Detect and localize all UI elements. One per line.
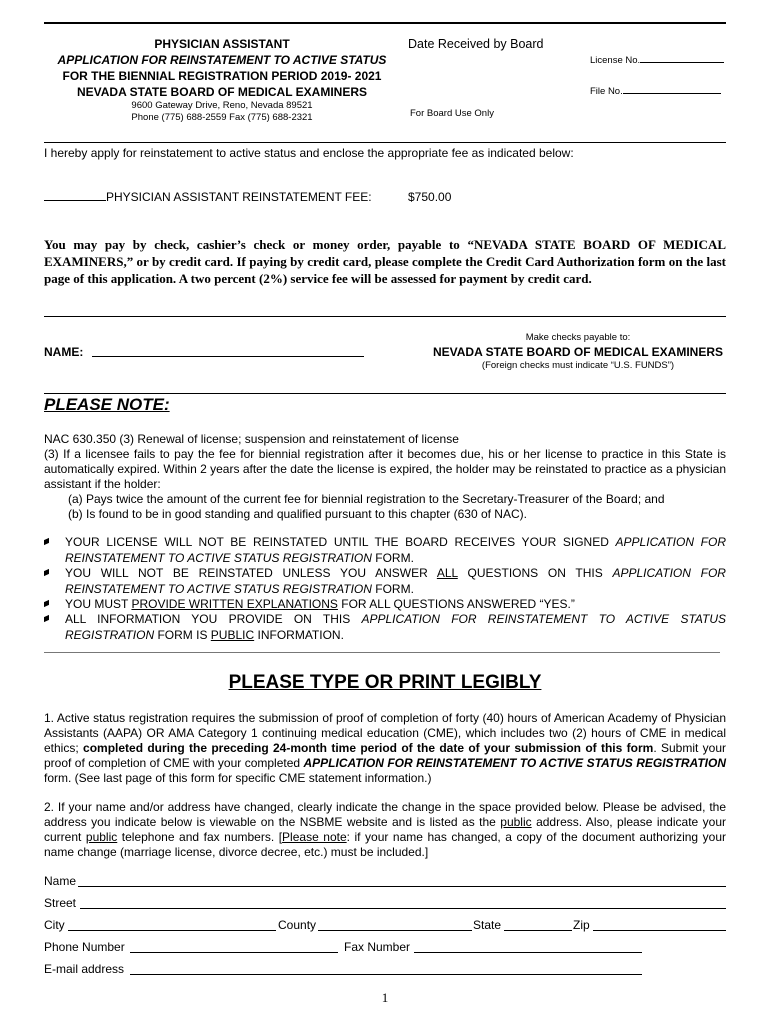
phone-fax-row [44, 940, 726, 956]
board-use-label: For Board Use Only [410, 108, 494, 119]
bullets-rule [44, 652, 720, 653]
foreign-checks-note: (Foreign checks must indicate “U.S. FUNDS”) [481, 360, 675, 371]
city-county-state-zip-row [44, 918, 726, 934]
fee-line [44, 190, 372, 204]
name-rule [44, 393, 726, 394]
bullet-icon [44, 538, 49, 545]
payment-rule [44, 316, 726, 317]
q2-underline-3: Please note [282, 830, 347, 844]
bullet-1-text: YOUR LICENSE WILL NOT BE REINSTATED UNTIL THE BOARD RECEIVES YOUR SIGNED [65, 535, 616, 549]
board-address: 9600 Gateway Drive, Reno, Nevada 89521 [131, 100, 313, 111]
q2-mid-2: telephone and fax numbers. [ [117, 830, 283, 844]
q2-end: : if your name has changed, a copy of the document authorizing your name change (marriage license, divorce decree, etc.) must be included.] [44, 830, 726, 859]
bullet-4-italic: APPLICATION FOR REINSTATEMENT TO ACTIVE STATUS REGISTRATION [65, 612, 726, 642]
license-no-field[interactable] [590, 55, 724, 66]
fee-check-blank[interactable] [44, 200, 106, 201]
bullet-3-text: YOU MUST [65, 597, 132, 611]
notice-bullet-4 [44, 611, 726, 643]
title-line-3: FOR THE BIENNIAL REGISTRATION PERIOD 2019- 2021 [62, 69, 382, 83]
license-no-label: License No. [590, 55, 641, 66]
notice-bullet-3 [44, 596, 726, 612]
question-1 [44, 711, 726, 786]
bullet-2-end: FORM. [371, 582, 414, 596]
notice-bullet-1 [44, 534, 726, 566]
q2-underline-1: public [500, 815, 532, 829]
bullet-1-end: FORM. [371, 551, 414, 565]
name-field[interactable] [44, 874, 726, 890]
question-2 [44, 800, 726, 860]
q2-underline-2: public [85, 830, 118, 844]
email-field-line[interactable] [130, 974, 642, 975]
please-note-heading: PLEASE NOTE: [44, 395, 170, 414]
notice-bullet-2 [44, 565, 726, 597]
name-field-line[interactable] [78, 886, 726, 887]
header-title-block [44, 36, 400, 124]
zip-field-line[interactable] [593, 930, 726, 931]
page-number: 1 [381, 990, 389, 1005]
top-rule [44, 22, 726, 24]
state-field-label: State [473, 918, 502, 932]
fax-field-line[interactable] [414, 952, 642, 953]
state-field-line[interactable] [504, 930, 572, 931]
bullet-2-text: YOU WILL NOT BE REINSTATED UNLESS YOU ANSWER [65, 566, 437, 580]
street-field-line[interactable] [80, 908, 726, 909]
print-legibly-heading: PLEASE TYPE OR PRINT LEGIBLY [228, 672, 542, 693]
bullet-4-end: INFORMATION. [254, 628, 344, 642]
street-field-label: Street [44, 896, 77, 910]
bullet-icon [44, 615, 49, 622]
bullet-3-end: FOR ALL QUESTIONS ANSWERED “YES.” [337, 597, 575, 611]
file-no-field[interactable] [590, 86, 721, 97]
bullet-2-mid: QUESTIONS ON THIS [457, 566, 613, 580]
bullet-icon [44, 600, 49, 607]
fax-field-label: Fax Number [344, 940, 411, 954]
nac-item-b: (b) Is found to be in good standing and qualified pursuant to this chapter (630 of NAC). [68, 507, 527, 521]
license-no-line [640, 62, 724, 63]
bullet-1-italic: APPLICATION FOR REINSTATEMENT TO ACTIVE STATUS REGISTRATION [65, 535, 726, 565]
title-line-1: PHYSICIAN ASSISTANT [154, 37, 290, 51]
q1-end: form. (See last page of this form for specific CME statement information.) [44, 771, 432, 785]
nac-paragraph: (3) If a licensee fails to pay the fee for biennial registration after it becomes due, his or her license to practice in this State is automatically expired. Within 2 years after the date the license is expired, the holder may be reinstated to practice as a physician assistant if the holder: [44, 447, 726, 491]
q1-bold-italic: APPLICATION FOR REINSTATEMENT TO ACTIVE STATUS REGISTRATION [303, 756, 726, 770]
q2-mid-1: address. Also, please indicate your current [44, 815, 726, 844]
city-field-label: City [44, 918, 65, 932]
file-no-label: File No. [590, 86, 623, 97]
q2-text: 2. If your name and/or address have changed, clearly indicate the change in the space provided below. Please be advised, the address you indicate below is viewable on the NSBME website and is listed as the [44, 800, 726, 829]
header-bottom-rule [44, 142, 726, 143]
q1-text: 1. Active status registration requires the submission of proof of completion of forty (40) hours of American Academy of Physician Assistants (AAPA) OR AMA Category 1 continuing medical education (CME), which includes two (2) hours of CME in medical ethics; [44, 711, 726, 755]
checks-payee: NEVADA STATE BOARD OF MEDICAL EXAMINERS [432, 345, 723, 359]
nac-title: NAC 630.350 (3) Renewal of license; suspension and reinstatement of license [44, 432, 459, 446]
title-line-2: APPLICATION FOR REINSTATEMENT TO ACTIVE STATUS [57, 53, 387, 67]
email-field-label: E-mail address [44, 962, 125, 976]
email-field[interactable] [44, 962, 726, 978]
nac-item-a: (a) Pays twice the amount of the current fee for biennial registration to the Secretary-Treasurer of the Board; and [68, 492, 665, 506]
name-field-label: Name [44, 874, 77, 888]
zip-field-label: Zip [573, 918, 590, 932]
bullet-4-mid: FORM IS [154, 628, 211, 642]
bullet-3-underline: PROVIDE WRITTEN EXPLANATIONS [131, 597, 338, 611]
bullet-4-underline: PUBLIC [210, 628, 255, 642]
city-field-line[interactable] [68, 930, 276, 931]
payment-notice: You may pay by check, cashier’s check or money order, payable to “NEVADA STATE BOARD OF MEDICAL EXAMINERS,” or by credit card. If paying by credit card, please complete the Credit Card Authorization form on the last page of this application. A two percent (2%) service fee will be assessed for payment by credit card. [44, 237, 726, 286]
q1-mid: . Submit your proof of completion of CME with your completed [44, 741, 726, 770]
bullet-4-text: ALL INFORMATION YOU PROVIDE ON THIS [65, 612, 362, 626]
phone-field-line[interactable] [130, 952, 338, 953]
phone-field-label: Phone Number [44, 940, 125, 954]
street-field[interactable] [44, 896, 726, 912]
name-input-line[interactable] [92, 356, 364, 357]
fee-amount: $750.00 [408, 190, 452, 204]
board-phone: Phone (775) 688-2559 Fax (775) 688-2321 [131, 112, 313, 123]
fee-label: PHYSICIAN ASSISTANT REINSTATEMENT FEE: [106, 190, 372, 204]
checks-payable-label: Make checks payable to: [525, 332, 631, 343]
intro-text: I hereby apply for reinstatement to active status and enclose the appropriate fee as indicated below: [44, 146, 574, 160]
name-label: NAME: [44, 345, 84, 359]
bullet-2-italic: APPLICATION FOR REINSTATEMENT TO ACTIVE STATUS REGISTRATION [65, 566, 726, 596]
county-field-line[interactable] [318, 930, 472, 931]
county-field-label: County [278, 918, 317, 932]
title-line-4: NEVADA STATE BOARD OF MEDICAL EXAMINERS [76, 85, 367, 99]
file-no-line [623, 93, 721, 94]
date-received-label: Date Received by Board [408, 37, 544, 51]
bullet-icon [44, 569, 49, 576]
q1-bold: completed during the preceding 24-month time period of the date of your submission of this form [83, 741, 654, 755]
bullet-2-underline: ALL [436, 566, 458, 580]
